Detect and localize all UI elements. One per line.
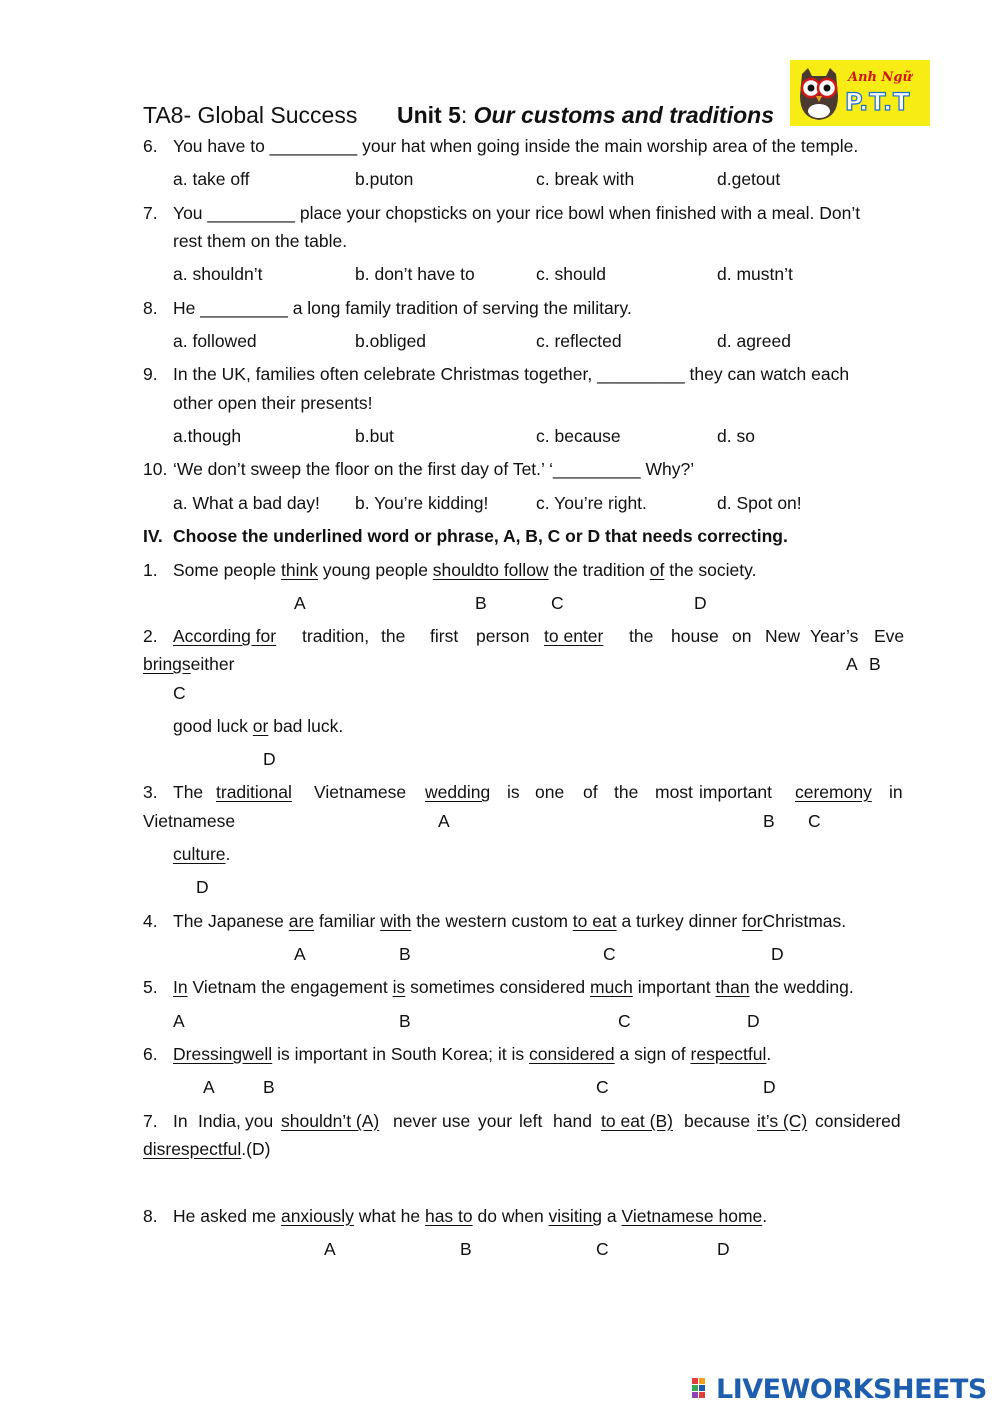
choice-ab: Dressingwell xyxy=(173,1044,273,1064)
liveworksheets-icon xyxy=(692,1378,712,1402)
question-stem: You _________ place your chopsticks on your rice bowl when finished with a meal. Don’t xyxy=(173,203,861,223)
letter-c: C xyxy=(173,683,186,703)
word: of xyxy=(583,782,598,802)
choice-d: of xyxy=(649,560,665,580)
word: you xyxy=(245,1111,274,1131)
question-line2: bringseither xyxy=(143,654,235,674)
option-b: b. You’re kidding! xyxy=(355,493,489,513)
letter-b: B xyxy=(263,1077,275,1097)
option-d: d. so xyxy=(717,426,755,446)
choice-c: it’s (C) xyxy=(757,1111,808,1131)
logo-line2: P.T.T xyxy=(845,88,911,116)
letter-b: B xyxy=(399,944,411,964)
question-number: 7. xyxy=(143,1111,158,1131)
question-sentence: Some people think young people shouldto follow the tradition of the society. xyxy=(173,560,757,580)
unit-title: Our customs and traditions xyxy=(473,102,774,128)
word: Vietnamese xyxy=(314,782,407,802)
choice-d: respectful xyxy=(690,1044,767,1064)
choice-a: shouldn’t (A) xyxy=(281,1111,380,1131)
question-stem: In the UK, families often celebrate Christmas together, _________ they can watch each xyxy=(173,364,850,384)
choice-b: has to xyxy=(424,1206,473,1226)
question-sentence: Dressingwell is important in South Korea; it is considered a sign of respectful. xyxy=(173,1044,772,1064)
option-c: c. because xyxy=(536,426,621,446)
option-a: a. take off xyxy=(173,169,250,189)
choice-c: considered xyxy=(529,1044,615,1064)
letter-d: D xyxy=(694,593,707,613)
unit-label: Unit 5 xyxy=(397,102,461,128)
choice-b: with xyxy=(380,911,412,931)
word: one xyxy=(535,782,565,802)
letter-d: D xyxy=(196,877,209,897)
word: because xyxy=(684,1111,751,1131)
option-a: a. followed xyxy=(173,331,257,351)
question-number: 9. xyxy=(143,364,158,384)
letter-c: C xyxy=(603,944,616,964)
question-number: 10. xyxy=(143,459,168,479)
word: your xyxy=(478,1111,513,1131)
choice-a: anxiously xyxy=(280,1206,354,1226)
choice-a: are xyxy=(288,911,315,931)
section-number: IV. xyxy=(143,526,163,546)
word: first xyxy=(430,626,459,646)
choice-d: disrespectful xyxy=(143,1139,242,1159)
question-number: 1. xyxy=(143,560,158,580)
word: In xyxy=(173,1111,188,1131)
owl-icon xyxy=(796,66,842,122)
question-number: 8. xyxy=(143,298,158,318)
letter-c: C xyxy=(618,1011,631,1031)
header-left: TA8- Global Success xyxy=(143,102,358,128)
choice-b: to eat (B) xyxy=(601,1111,673,1131)
question-sentence: In Vietnam the engagement is sometimes considered much important than the wedding. xyxy=(173,977,854,997)
word: house xyxy=(671,626,719,646)
option-d: d. agreed xyxy=(717,331,791,351)
choice-d: or xyxy=(252,716,269,736)
option-b: b.puton xyxy=(355,169,414,189)
word: person xyxy=(476,626,530,646)
choice-c: to eat xyxy=(572,911,617,931)
letter-d: D xyxy=(717,1239,730,1259)
question-number: 7. xyxy=(143,203,158,223)
option-d: d.getout xyxy=(717,169,781,189)
word: important xyxy=(699,782,772,802)
question-stem-line2: other open their presents! xyxy=(173,393,373,413)
letter-d: D xyxy=(263,749,276,769)
letter-c: C xyxy=(596,1239,609,1259)
option-a: a.though xyxy=(173,426,242,446)
choice-c: brings xyxy=(143,654,191,674)
choice-d: culture xyxy=(173,844,226,864)
word: the xyxy=(614,782,639,802)
option-c: c. You’re right. xyxy=(536,493,647,513)
question-number: 8. xyxy=(143,1206,158,1226)
choice-b: to enter xyxy=(544,626,604,646)
word: Eve xyxy=(874,626,905,646)
word: Year’s xyxy=(810,626,859,646)
letter-b: B xyxy=(763,811,775,831)
word: New xyxy=(765,626,801,646)
word: hand xyxy=(553,1111,592,1131)
option-c: c. reflected xyxy=(536,331,622,351)
choice-d: for xyxy=(742,911,763,931)
option-b: b.but xyxy=(355,426,394,446)
word: the xyxy=(629,626,654,646)
letter-c: C xyxy=(551,593,564,613)
choice-c: much xyxy=(590,977,633,997)
word: considered xyxy=(815,1111,901,1131)
letter-d: D xyxy=(771,944,784,964)
question-number: 4. xyxy=(143,911,158,931)
word: tradition, xyxy=(302,626,370,646)
letter-a: A xyxy=(203,1077,215,1097)
question-line2: disrespectful.(D) xyxy=(143,1139,271,1159)
option-a: a. shouldn’t xyxy=(173,264,263,284)
letter-a: A xyxy=(438,811,450,831)
question-stem: ‘We don’t sweep the floor on the first day of Tet.’ ‘_________ Why?’ xyxy=(173,459,695,479)
word: The xyxy=(173,782,204,802)
choice-a: traditional xyxy=(216,782,292,802)
letter-b: B xyxy=(869,654,881,674)
letter-a: A xyxy=(846,654,858,674)
choice-d: than xyxy=(715,977,750,997)
question-sentence: The Japanese are familiar with the western custom to eat a turkey dinner forChristmas. xyxy=(173,911,847,931)
section-title: Choose the underlined word or phrase, A, B, C or D that needs correcting. xyxy=(173,526,788,546)
choice-a: According for xyxy=(173,626,277,646)
letter-d: D xyxy=(747,1011,760,1031)
word: is xyxy=(507,782,520,802)
word: India, xyxy=(198,1111,241,1131)
letter-b: B xyxy=(399,1011,411,1031)
choice-c: ceremony xyxy=(795,782,872,802)
word: use xyxy=(442,1111,471,1131)
word: left xyxy=(519,1111,543,1131)
question-stem-line2: rest them on the table. xyxy=(173,231,348,251)
question-number: 6. xyxy=(143,1044,158,1064)
question-stem: You have to _________ your hat when going inside the main worship area of the temple. xyxy=(173,136,859,156)
choice-b: shouldto follow xyxy=(432,560,549,580)
question-sentence: He asked me anxiously what he has to do when visiting a Vietnamese home. xyxy=(173,1206,768,1226)
choice-a: In xyxy=(173,977,188,997)
footer-brand[interactable]: LIVEWORKSHEETS xyxy=(716,1374,987,1405)
choice-a: think xyxy=(281,560,318,580)
letter-d: D xyxy=(763,1077,776,1097)
option-d: d. mustn’t xyxy=(717,264,793,284)
choice-b: is xyxy=(392,977,406,997)
letter-c: C xyxy=(808,811,821,831)
choice-d: Vietnamese home xyxy=(621,1206,763,1226)
question-number: 3. xyxy=(143,782,158,802)
word: the xyxy=(381,626,406,646)
letter-a: A xyxy=(294,593,306,613)
word: never xyxy=(393,1111,437,1131)
letter-b: B xyxy=(460,1239,472,1259)
letter-a: A xyxy=(324,1239,336,1259)
word: on xyxy=(732,626,752,646)
option-a: a. What a bad day! xyxy=(173,493,320,513)
letter-c: C xyxy=(596,1077,609,1097)
option-c: c. should xyxy=(536,264,607,284)
question-line3: culture. xyxy=(173,844,231,864)
logo-line1: Anh Ngữ xyxy=(848,70,912,85)
logo xyxy=(790,60,930,126)
question-number: 6. xyxy=(143,136,158,156)
question-line3: good luck or bad luck. xyxy=(173,716,344,736)
option-b: b.obliged xyxy=(355,331,427,351)
question-number: 2. xyxy=(143,626,158,646)
page-title: Unit 5: Our customs and traditions xyxy=(397,102,774,128)
question-line2: Vietnamese xyxy=(143,811,236,831)
choice-c: visiting xyxy=(548,1206,603,1226)
question-number: 5. xyxy=(143,977,158,997)
question-stem: He _________ a long family tradition of serving the military. xyxy=(173,298,632,318)
word: most xyxy=(655,782,693,802)
letter-b: B xyxy=(475,593,487,613)
option-d: d. Spot on! xyxy=(717,493,802,513)
option-b: b. don’t have to xyxy=(355,264,475,284)
letter-a: A xyxy=(173,1011,185,1031)
option-c: c. break with xyxy=(536,169,635,189)
choice-b: wedding xyxy=(425,782,491,802)
word: in xyxy=(889,782,903,802)
letter-a: A xyxy=(294,944,306,964)
